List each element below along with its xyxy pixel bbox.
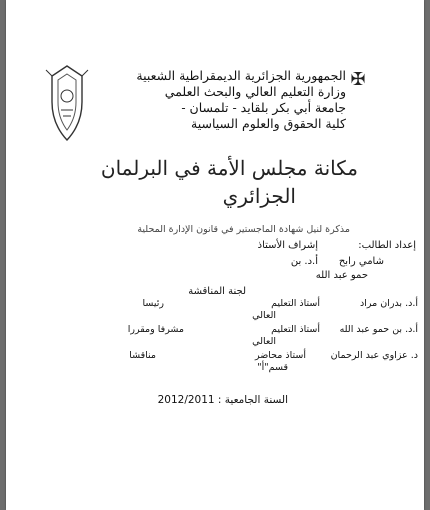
- student-name: شامي رابح: [338, 256, 384, 267]
- document-page: [6, 0, 424, 510]
- header-line-3: جامعة أبي بكر بلقايد - تلمسان -: [181, 100, 346, 115]
- member-name: أ.د. بدران مراد: [360, 298, 418, 309]
- member-rank-2: العالي: [252, 310, 276, 321]
- member-rank: أستاذ محاضر: [254, 350, 306, 361]
- committee-heading: لجنة المناقشة: [188, 286, 246, 297]
- header-line-1: الجمهورية الجزائرية الديمقراطية الشعبية: [136, 68, 346, 83]
- member-rank-2: قسم"أ": [257, 362, 288, 373]
- member-role: رئيسا: [142, 298, 164, 309]
- supervisor-line-2: حمو عبد الله: [315, 270, 368, 281]
- member-rank: أستاذ التعليم: [271, 324, 320, 335]
- thesis-subtitle: مذكرة لنيل شهادة الماجستير في قانون الإدارة المحلية: [137, 224, 350, 235]
- thesis-title-line-1: مكانة مجلس الأمة في البرلمان: [100, 156, 358, 180]
- header-line-4: كلية الحقوق والعلوم السياسية: [191, 116, 346, 131]
- member-role: مشرفا ومقررا: [127, 324, 184, 335]
- header-line-2: وزارة التعليم العالي والبحث العلمي: [164, 84, 346, 99]
- member-name: د. عزاوي عبد الرحمان: [330, 350, 418, 361]
- student-label: إعداد الطالب:: [358, 240, 416, 251]
- member-name: أ.د. بن حمو عبد الله: [339, 324, 418, 335]
- academic-year: السنة الجامعية : 2012/2011: [157, 394, 288, 406]
- supervisor-line-1: أ.د. بن: [290, 256, 318, 267]
- member-rank: أستاذ التعليم: [271, 298, 320, 309]
- thesis-title-line-2: الجزائري: [222, 184, 296, 208]
- ornament-icon: ✠: [350, 69, 366, 90]
- member-rank-2: العالي: [252, 336, 276, 347]
- member-role: مناقشا: [129, 350, 156, 361]
- university-seal-icon: [42, 62, 92, 144]
- supervisor-label: إشراف الأستاذ: [257, 240, 318, 251]
